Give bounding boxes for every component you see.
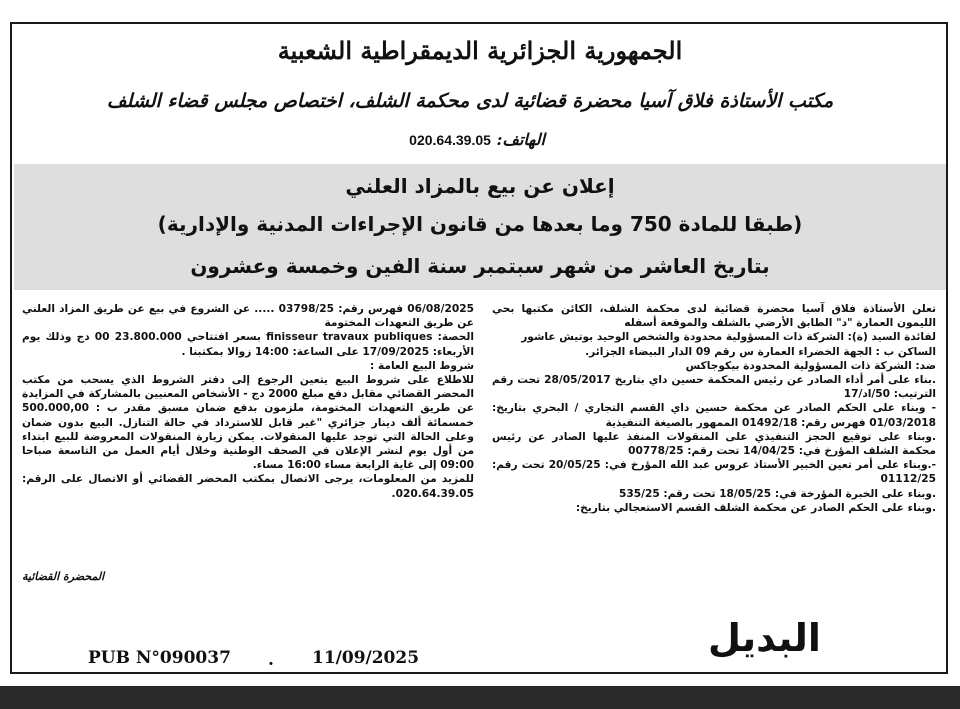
bottom-bar	[0, 686, 960, 709]
paragraph: شروط البيع العامة :	[370, 359, 474, 372]
badil-logo: البديل	[708, 616, 821, 660]
paragraph: .بناء على أمر أداء الصادر عن رئيس المحكمة حسين داي بتاريخ 28/05/2017 تحت رقم الترتيب: 50/اد/17	[492, 374, 937, 401]
separator-dot: .	[268, 650, 274, 670]
paragraph: .وبناء على الخبرة المؤرخة في: 18/05/25 تحت رقم: 535/25	[618, 487, 936, 500]
phone-label: الهاتف:	[496, 130, 545, 149]
banner-legal-basis: (طبقا للمادة 750 وما بعدها من قانون الإجراءات المدنية والإدارية)	[157, 212, 803, 236]
paragraph: - وبناء على الحكم الصادر عن محكمة حسين داي القسم التجاري / البحري بتاريخ: 01/03/2018 فهرس رقم: 01492/18 الممهور بالصيغة التنفيذية	[492, 402, 936, 429]
office-line: مكتب الأستاذة فلاق آسيا محضرة قضائية لدى محكمة الشلف، اختصاص مجلس قضاء الشلف	[106, 90, 834, 112]
phone-number: 020.64.39.05	[409, 132, 491, 148]
pub-number: PUB N°090037	[88, 648, 231, 668]
banner-date: بتاريخ العاشر من شهر سبتمبر سنة الفين وخمسة وعشرون	[190, 254, 770, 278]
paragraph: للمزيد من المعلومات، يرجى الاتصال بمكتب المحضر القضائي أو الاتصال على الرقم: 020.64.39.05.	[22, 473, 474, 500]
paragraph: -.وبناء على أمر تعين الخبير الأستاذ عروس عبد الله المؤرخ في: 20/05/25 تحت رقم: 01112/25	[492, 459, 936, 486]
right-column	[492, 302, 936, 515]
banner-title: إعلان عن بيع بالمزاد العلني	[345, 174, 615, 198]
paragraph: .وبناء على توقيع الحجز التنفيذي على المنقولات المنفذ عليها الصادر عن رئيس محكمة الشلف المؤرخ في: 14/04/25 تحت رقم: 00778/25	[492, 430, 936, 458]
publication-date: 11/09/2025	[312, 648, 420, 668]
paragraph: تعلن الأستاذة فلاق آسيا محضرة قضائية لدى محكمة الشلف، الكائن مكتبها بحي الليمون العمارة "د" الطابق الأرضي بالشلف والموقعة أسفله	[492, 303, 936, 330]
paragraph: لفائدة السيد (ة): الشركة ذات المسؤولية محدودة والشخص الوحيد بوتيش عاشور	[521, 331, 936, 344]
left-column	[22, 302, 474, 501]
phone-line	[409, 130, 545, 149]
paragraph: 06/08/2025 فهرس رقم: 03798/25 ..... عن الشروع في بيع عن طريق المزاد العلني عن طريق التعهدات المختومة	[22, 303, 474, 330]
paragraph: ضد: الشركة ذات المسؤولية المحدودة بيكوجاكس	[685, 359, 936, 372]
signature-label: المحضرة القضائية	[22, 570, 105, 583]
paragraph: الساكن ب : الجهة الخضراء العمارة س رقم 09 الدار البيضاء الجزائر.	[585, 345, 936, 358]
republic-title: الجمهورية الجزائرية الديمقراطية الشعبية	[277, 36, 683, 65]
paragraph: .وبناء على الحكم الصادر عن محكمة الشلف القسم الاستعجالي بتاريخ:	[575, 501, 936, 514]
paragraph: الحصة: finisseur travaux publiques بسعر افتتاحي 23.800.000 00 دج وذلك يوم الأربعاء: 17/09/2025 على الساعة: 14:00 زوالا بمكتبنا .	[22, 331, 474, 358]
paragraph: للاطلاع على شروط البيع يتعين الرجوع إلى دفتر الشروط الذي يسحب من مكتب المحضر القضائي مقابل دفع مبلغ 2000 دج - الأشخاص المعنيين بالمشاركة في المزايدة عن طريق التعهدات المختومة، ملزمون بدفع ضمان مسبق مقدر ب : 500.000,00 خمسمائة ألف دينار جزائري "غير قابل للاسترداد في حالة التنازل. البيع بدون ضمان وعلى الحالة التي توجد عليها المنقولات. يمكن زيارة المنقولات المعروضة للبيع ابتداء من أول يوم لنشر الإعلان في الصحف الوطنية وخلال أيام العمل من التاسعة صباحا 09:00 إلى غاية الرابعة مساء 16:00 مساء.	[22, 374, 475, 472]
